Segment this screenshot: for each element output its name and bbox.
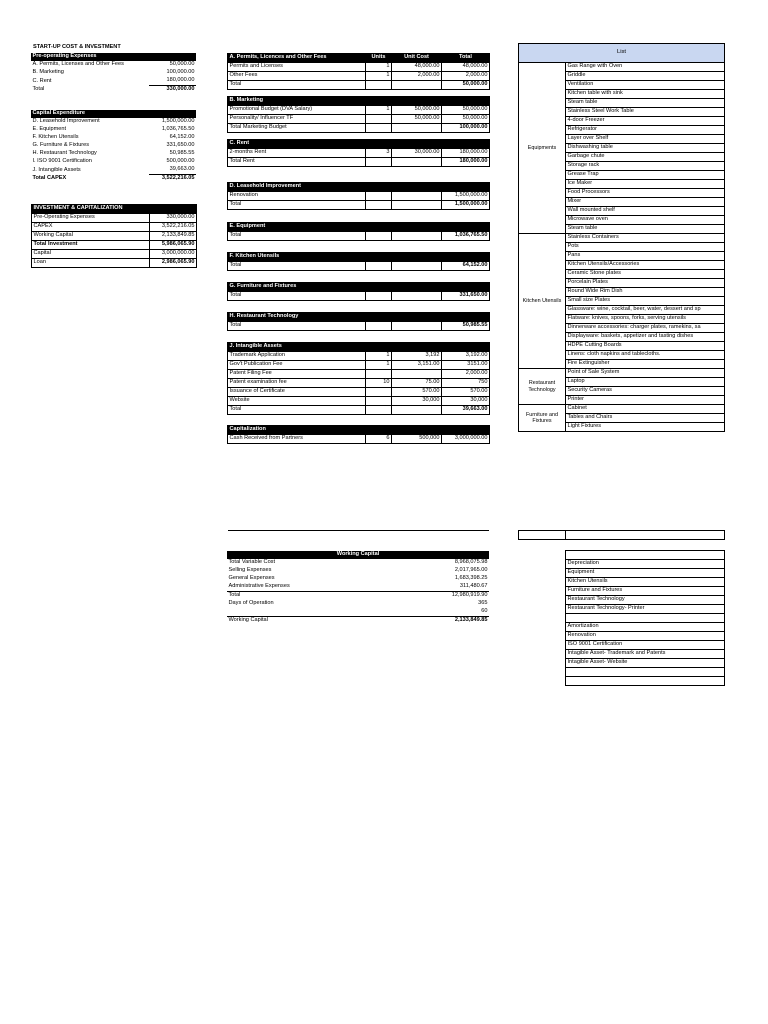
row-value: 365 (478, 600, 488, 607)
list-item-label: Stainless Steel Work Table (566, 108, 725, 117)
row-cost: 570.00 (392, 388, 442, 397)
list-item-label: 4-door Freezer (566, 117, 725, 126)
row-cost: 50,000.00 (392, 106, 442, 115)
utensils-header: F. Kitchen Utensils (228, 253, 366, 262)
blank-row (566, 668, 725, 677)
row-label: Other Fees (228, 72, 366, 81)
row-units (366, 397, 392, 406)
row-label: Selling Expenses (228, 567, 272, 574)
list-item-label: Layer over Shelf (566, 135, 725, 144)
row-total: 3,192.00 (442, 352, 490, 361)
list-category: Equipments (519, 63, 566, 234)
row-value: 50,985.55 (169, 150, 195, 157)
row-value: 3,000,000.00 (150, 250, 197, 259)
startup-title: START-UP COST & INVESTMENT (33, 44, 121, 50)
list-table (518, 43, 725, 432)
depreciation-title: Depreciation (566, 560, 725, 569)
total-label: Working Capital (227, 617, 391, 626)
row-cost: 3,192 (392, 352, 442, 361)
list-item-label: Kitchen table with sink (566, 90, 725, 99)
row-units: 10 (366, 379, 392, 388)
total-value: 1,036,765.50 (442, 232, 490, 241)
row-value: 64,152.00 (169, 134, 195, 141)
total-label: Total Rent (228, 158, 366, 167)
total-value: 3,522,216.05 (161, 175, 195, 182)
list-item-label: Gas Range with Oven (566, 63, 725, 72)
preop-table (31, 53, 196, 94)
list-item-label: Round Wide Rim Dish (566, 288, 725, 297)
amortization-item: Intagible Asset- Website (566, 659, 725, 668)
depreciation-item: Restaurant Technology- Printer (566, 605, 725, 614)
list-item-label: Dishwashing table (566, 144, 725, 153)
total-value: 2,133,849.85 (391, 617, 489, 626)
row-total: 570.00 (442, 388, 490, 397)
list-item-label: Grease Trap (566, 171, 725, 180)
intangible-header: J. Intangible Assets (228, 343, 366, 352)
list-item-label: Steam table (566, 225, 725, 234)
row-label: Personality/ Influencer TF (228, 115, 366, 124)
row-label: Gov't Publication Fee (228, 361, 366, 370)
list-item-label: Food Processors (566, 189, 725, 198)
list-item-label: Point of Sale System (566, 369, 725, 378)
list-item-label: Fire Extinguisher (566, 360, 725, 369)
row-cost: 30,000 (392, 397, 442, 406)
total-label: Total (228, 201, 366, 210)
list-item-label: Printer (566, 396, 725, 405)
row-units: 1 (366, 63, 392, 72)
row-value: 1,683,398.25 (454, 575, 488, 582)
list-item-label: Laptop (566, 378, 725, 387)
depreciation-item: Kitchen Utensils (566, 578, 725, 587)
row-units: 1 (366, 72, 392, 81)
list-item-label: Glassware: wine, cocktail, beer, water, dessert and sp (566, 306, 725, 315)
capex-header: Capital Expenditure (31, 110, 196, 118)
list-item-label: Ice Maker (566, 180, 725, 189)
list-item-label: Pots (566, 243, 725, 252)
furniture-header: G. Furniture and Fixtures (228, 283, 366, 292)
row-total: 48,000.00 (442, 63, 490, 72)
row-label: Capital (32, 250, 150, 259)
row-value: 1,500,000.00 (161, 118, 195, 125)
row-cost (392, 370, 442, 379)
list-header: List (519, 44, 725, 63)
marketing-header: B. Marketing (228, 97, 366, 106)
investment-table (31, 204, 197, 268)
row-value: 331,650.00 (166, 142, 195, 149)
row-label: I. ISO 9001 Certification (32, 158, 92, 165)
list-item-label: Refrigerator (566, 126, 725, 135)
row-label: Total (227, 592, 391, 601)
row-label (227, 608, 391, 617)
rent-header: C. Rent (228, 140, 366, 149)
row-label: General Expenses (228, 575, 275, 582)
row-cost: 50,000.00 (392, 115, 442, 124)
list-item-label: Pans (566, 252, 725, 261)
working-capital-header: Working Capital (227, 551, 489, 559)
row-label: 2-months Rent (228, 149, 366, 158)
total-label: Total (228, 232, 366, 241)
row-total: 3151.00 (442, 361, 490, 370)
total-value: 64,152.00 (442, 262, 490, 271)
row-label: Working Capital (32, 232, 150, 241)
amortization-item: Renovation (566, 632, 725, 641)
row-label: Issuance of Certificate (228, 388, 366, 397)
row-total: 750 (442, 379, 490, 388)
preop-header: Pre-operating Expenses (31, 53, 196, 61)
row-units (366, 388, 392, 397)
total-value: 331,650.00 (442, 292, 490, 301)
depreciation-item: Restaurant Technology (566, 596, 725, 605)
list-item-label: Flatware: knives, spoons, forks, serving utensils (566, 315, 725, 324)
list-item-label: Steam table (566, 99, 725, 108)
row-total: 3,000,000.00 (442, 435, 490, 444)
working-capital-table (227, 551, 489, 625)
row-value: 2,017,965.00 (454, 567, 488, 574)
row-cost: 500,000 (392, 435, 442, 444)
col-units: Units (366, 54, 392, 63)
list-item-label: HDPE Cutting Boards (566, 342, 725, 351)
list-category: Restaurant Technology (519, 369, 566, 405)
list-item-label: Porcelain Plates (566, 279, 725, 288)
row-value: 3,522,216.05 (150, 223, 197, 232)
list-item-label: Dinnerware accessories: charger plates, ramekins, sa (566, 324, 725, 333)
col-total: Total (442, 54, 490, 63)
total-value: 1,500,000.00 (442, 201, 490, 210)
row-label: Website (228, 397, 366, 406)
row-label: B. Marketing (32, 69, 64, 76)
row-units: 6 (366, 435, 392, 444)
row-label: Pre-Operating Expenses (32, 214, 150, 223)
list-item-label: Wall mounted shelf (566, 207, 725, 216)
row-units: 3 (366, 149, 392, 158)
list-item-label: Microwave oven (566, 216, 725, 225)
depreciation-body (566, 551, 725, 686)
row-total: 30,000 (442, 397, 490, 406)
row-value: 39,663.00 (149, 166, 196, 175)
row-value: 2,133,849.85 (150, 232, 197, 241)
list-item-label: Ceramic Stone plates (566, 270, 725, 279)
total-label: Total (228, 262, 366, 271)
permits-header: A. Permits, Licences and Other Fees (228, 54, 366, 63)
list-item (519, 63, 725, 72)
list-category: Furniture and Fixtures (519, 405, 566, 432)
total-label: Total (228, 322, 366, 331)
list-item-label: Security Cameras (566, 387, 725, 396)
row-label: C. Rent (32, 77, 52, 84)
row-total: 2,000.00 (442, 370, 490, 379)
row-label: E. Equipment (32, 126, 67, 133)
list-item-label: Ventilation (566, 81, 725, 90)
row-label: Loan (32, 259, 150, 268)
total-label: Total (228, 81, 366, 90)
depreciation-item: Equipment (566, 569, 725, 578)
row-label: D. Leasehold Improvement (32, 118, 100, 125)
row-label: Renovation (228, 192, 366, 201)
list-item (519, 234, 725, 243)
row-label: Days of Operation (228, 600, 274, 607)
total-label: Total (228, 406, 366, 415)
total-value: 50,985.55 (442, 322, 490, 331)
row-total: 50,000.00 (442, 115, 490, 124)
row-cost: 3,151.00 (392, 361, 442, 370)
row-value: 5,986,065.90 (150, 241, 197, 250)
list-item (519, 405, 725, 414)
leasehold-header: D. Leasehold Improvement (228, 183, 366, 192)
row-value: 500,000.00 (166, 158, 195, 165)
capitalization-header: Capitalization (228, 426, 366, 435)
list-item-label: Light Fixtures (566, 423, 725, 432)
row-cost: 75.00 (392, 379, 442, 388)
row-units: 1 (366, 106, 392, 115)
row-value: 50,000.00 (169, 61, 195, 68)
row-label: Permits and Licenses (228, 63, 366, 72)
row-cost: 48,000.00 (392, 63, 442, 72)
list-item-label: Mixer (566, 198, 725, 207)
amortization-item: ISO 9001 Certification (566, 641, 725, 650)
row-cost: 30,000.00 (392, 149, 442, 158)
equipment-header: E. Equipment (228, 223, 366, 232)
amortization-title: Amortization (566, 623, 725, 632)
row-units (366, 370, 392, 379)
row-label: H. Restaurant Technology (32, 150, 97, 157)
row-total: 1,500,000.00 (442, 192, 490, 201)
row-value: 12,980,919.90 (391, 592, 489, 601)
blank-row (566, 551, 725, 560)
row-value: 100,000.00 (166, 69, 195, 76)
row-label: G. Furniture & Fixtures (32, 142, 90, 149)
row-value: 60 (481, 608, 488, 615)
detail-table (227, 53, 490, 444)
capex-table (31, 110, 196, 183)
col-unit-cost: Unit Cost (392, 54, 442, 63)
list-item-label: Tables and Chairs (566, 414, 725, 423)
row-label: Cash Received from Partners (228, 435, 366, 444)
list-blank-row (518, 530, 725, 540)
row-value: 8,968,075.98 (454, 559, 488, 566)
row-label: A. Permits, Licenses and Other Fees (32, 61, 124, 68)
row-total: 2,000.00 (442, 72, 490, 81)
row-value: 2,986,065.90 (150, 259, 197, 268)
row-label: Administrative Expenses (228, 583, 290, 590)
list-item-label: Griddle (566, 72, 725, 81)
row-label: Total Variable Cost (228, 559, 276, 566)
row-label: F. Kitchen Utensils (32, 134, 79, 141)
row-cost: 2,000.00 (392, 72, 442, 81)
list-item-label: Storage rack (566, 162, 725, 171)
row-label: J. Intangible Assets (32, 166, 81, 173)
row-total: 50,000.00 (442, 106, 490, 115)
list-item-label: Displayware: baskets, appetizer and tasting dishes (566, 333, 725, 342)
total-value: 330,000.00 (166, 86, 195, 93)
list-body (519, 63, 725, 432)
row-value: 330,000.00 (150, 214, 197, 223)
investment-header: INVESTMENT & CAPITALIZATION (32, 205, 197, 214)
row-units (366, 115, 392, 124)
blank-row (566, 677, 725, 686)
row-label: Patent examination fee (228, 379, 366, 388)
total-value: 180,000.00 (442, 158, 490, 167)
blank-row (566, 614, 725, 623)
list-item-label: Garbage chute (566, 153, 725, 162)
list-item-label: Small size Plates (566, 297, 725, 306)
total-value: 100,000.00 (442, 124, 490, 133)
total-label: Total CAPEX (32, 175, 67, 182)
total-value: 50,000.00 (442, 81, 490, 90)
total-label: Total Marketing Budget (228, 124, 366, 133)
row-value: 180,000.00 (149, 77, 196, 86)
list-category: Kitchen Utensils (519, 234, 566, 369)
row-units: 1 (366, 352, 392, 361)
list-item-label: Kitchen Utensils/Accessories (566, 261, 725, 270)
row-label: Promotional Budget (DVA Salary) (228, 106, 366, 115)
total-label: Total (32, 86, 45, 93)
row-units: 1 (366, 361, 392, 370)
row-label: Total Investment (32, 241, 150, 250)
row-value: 311,480.67 (459, 583, 488, 590)
list-item (519, 369, 725, 378)
tech-header: H. Restaurant Technology (228, 313, 366, 322)
row-label: Trademark Application (228, 352, 366, 361)
total-label: Total (228, 292, 366, 301)
separator-line (228, 530, 489, 531)
row-value: 1,036,765.50 (161, 126, 195, 133)
row-label: CAPEX (32, 223, 150, 232)
amortization-item: Intagible Asset- Trademark and Patents (566, 650, 725, 659)
row-label: Patent Filing Fee (228, 370, 366, 379)
list-item-label: Stainless Containers (566, 234, 725, 243)
depreciation-table (565, 550, 725, 686)
row-total: 180,000.00 (442, 149, 490, 158)
list-item-label: Linens: cloth napkins and tablecloths. (566, 351, 725, 360)
total-value: 39,663.00 (442, 406, 490, 415)
list-item-label: Cabinet (566, 405, 725, 414)
depreciation-item: Furniture and Fixtures (566, 587, 725, 596)
